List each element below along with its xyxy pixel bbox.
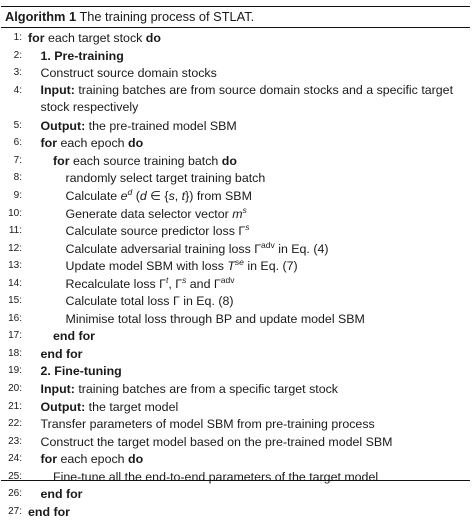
algorithm-line xyxy=(1,187,470,205)
line-text: Input: training batches are from a specific target stock xyxy=(40,382,338,396)
line-text: end for xyxy=(40,487,83,502)
algorithm-line xyxy=(1,398,470,416)
line-number: 4: xyxy=(13,84,22,96)
algorithm-title: The training process of STLAT. xyxy=(79,9,255,24)
line-text: Recalculate loss $\Gamma^t$, $\Gamma^s$ and $\Gamma^{adv}$ xyxy=(65,274,235,291)
line-text: for each epoch do xyxy=(40,452,144,467)
line-text: for each epoch do xyxy=(40,136,144,151)
algorithm-line xyxy=(1,257,470,275)
line-number: 8: xyxy=(13,172,22,184)
line-text: Fine-tune all the end-to-end parameters of the target model xyxy=(53,469,379,484)
top-rule xyxy=(1,6,470,7)
algorithm-line xyxy=(1,503,470,521)
line-number: 14: xyxy=(8,277,22,289)
algorithm-caption xyxy=(5,9,254,25)
line-text: Generate data selector vector $m^s$ xyxy=(65,204,247,221)
line-text: Output: the target model xyxy=(40,399,179,414)
line-text: Calculate source predictor loss $\Gamma^s$ xyxy=(65,222,250,239)
line-number: 23: xyxy=(8,435,22,447)
line-text: Input: training batches are from source domain stocks and a specific target stock respectively xyxy=(40,82,454,115)
line-number: 26: xyxy=(8,488,22,500)
algorithm-block xyxy=(1,0,470,519)
line-number: 27: xyxy=(8,505,22,517)
line-number: 2: xyxy=(13,49,22,61)
algorithm-line xyxy=(1,450,470,468)
line-number: 16: xyxy=(8,312,22,324)
line-text: 2. Fine-tuning xyxy=(40,364,122,379)
algorithm-line xyxy=(1,82,470,117)
line-text: Minimise total loss through BP and update model SBM xyxy=(65,311,365,326)
algorithm-line xyxy=(1,222,470,240)
line-text: for each target stock do xyxy=(28,31,161,45)
line-text: Update model SBM with loss $T^{se}$ in Eq. (7) xyxy=(65,257,298,274)
line-text: randomly select target training batch xyxy=(65,171,266,186)
line-text: Output: the pre-trained model SBM xyxy=(40,118,237,133)
line-number: 9: xyxy=(13,189,22,201)
line-text: Construct source domain stocks xyxy=(40,66,217,81)
algorithm-line xyxy=(1,415,470,433)
algorithm-line xyxy=(1,485,470,503)
line-number: 5: xyxy=(13,119,22,131)
line-text: Transfer parameters of model SBM from pre-training process xyxy=(40,417,375,432)
line-text: end for xyxy=(53,329,95,344)
algorithm-line xyxy=(1,47,470,65)
line-text: Construct the target model based on the pre-trained model SBM xyxy=(40,434,393,449)
algorithm-line xyxy=(1,275,470,293)
line-number: 12: xyxy=(8,242,22,254)
algorithm-line xyxy=(1,205,470,223)
algorithm-line xyxy=(1,310,470,328)
bottom-rule xyxy=(1,480,470,481)
algorithm-line xyxy=(1,152,470,170)
line-number: 20: xyxy=(8,383,22,394)
algorithm-line xyxy=(1,134,470,152)
line-number: 25: xyxy=(8,470,22,482)
line-number: 24: xyxy=(8,453,22,465)
algorithm-line xyxy=(1,345,470,363)
algorithm-line xyxy=(1,29,470,47)
line-number: 22: xyxy=(8,418,22,430)
line-number: 19: xyxy=(8,365,22,377)
algorithm-line xyxy=(1,433,470,451)
line-text: for each source training batch do xyxy=(53,153,237,168)
line-text: Calculate $e^d$ (d ∈ {s, t}) from SBM xyxy=(65,186,252,203)
line-number: 17: xyxy=(8,330,22,342)
algorithm-line xyxy=(1,64,470,82)
caption-rule xyxy=(1,27,470,28)
line-number: 6: xyxy=(13,137,22,149)
algorithm-line xyxy=(1,468,470,486)
algorithm-line xyxy=(1,292,470,310)
line-number: 13: xyxy=(8,260,22,272)
algorithm-line xyxy=(1,117,470,135)
line-number: 7: xyxy=(13,154,22,166)
line-number: 10: xyxy=(8,207,22,219)
algorithm-line xyxy=(1,169,470,187)
line-text: 1. Pre-training xyxy=(40,48,124,63)
line-number: 18: xyxy=(8,347,22,359)
line-text: Calculate total loss Γ in Eq. (8) xyxy=(65,294,234,309)
line-number: 21: xyxy=(8,400,22,412)
line-number: 3: xyxy=(13,67,22,79)
line-text: end for xyxy=(28,504,70,519)
line-number: 15: xyxy=(8,295,22,307)
algorithm-line xyxy=(1,362,470,380)
line-number: 11: xyxy=(8,225,22,237)
algorithm-line xyxy=(1,380,470,398)
algorithm-label: Algorithm 1 xyxy=(5,9,77,24)
algorithm-line xyxy=(1,327,470,345)
line-text: Calculate adversarial training loss $\Gamma^{adv}$ in Eq. (4) xyxy=(65,239,329,256)
line-text: end for xyxy=(40,346,83,361)
line-number: 1: xyxy=(13,32,22,43)
algorithm-line xyxy=(1,240,470,258)
